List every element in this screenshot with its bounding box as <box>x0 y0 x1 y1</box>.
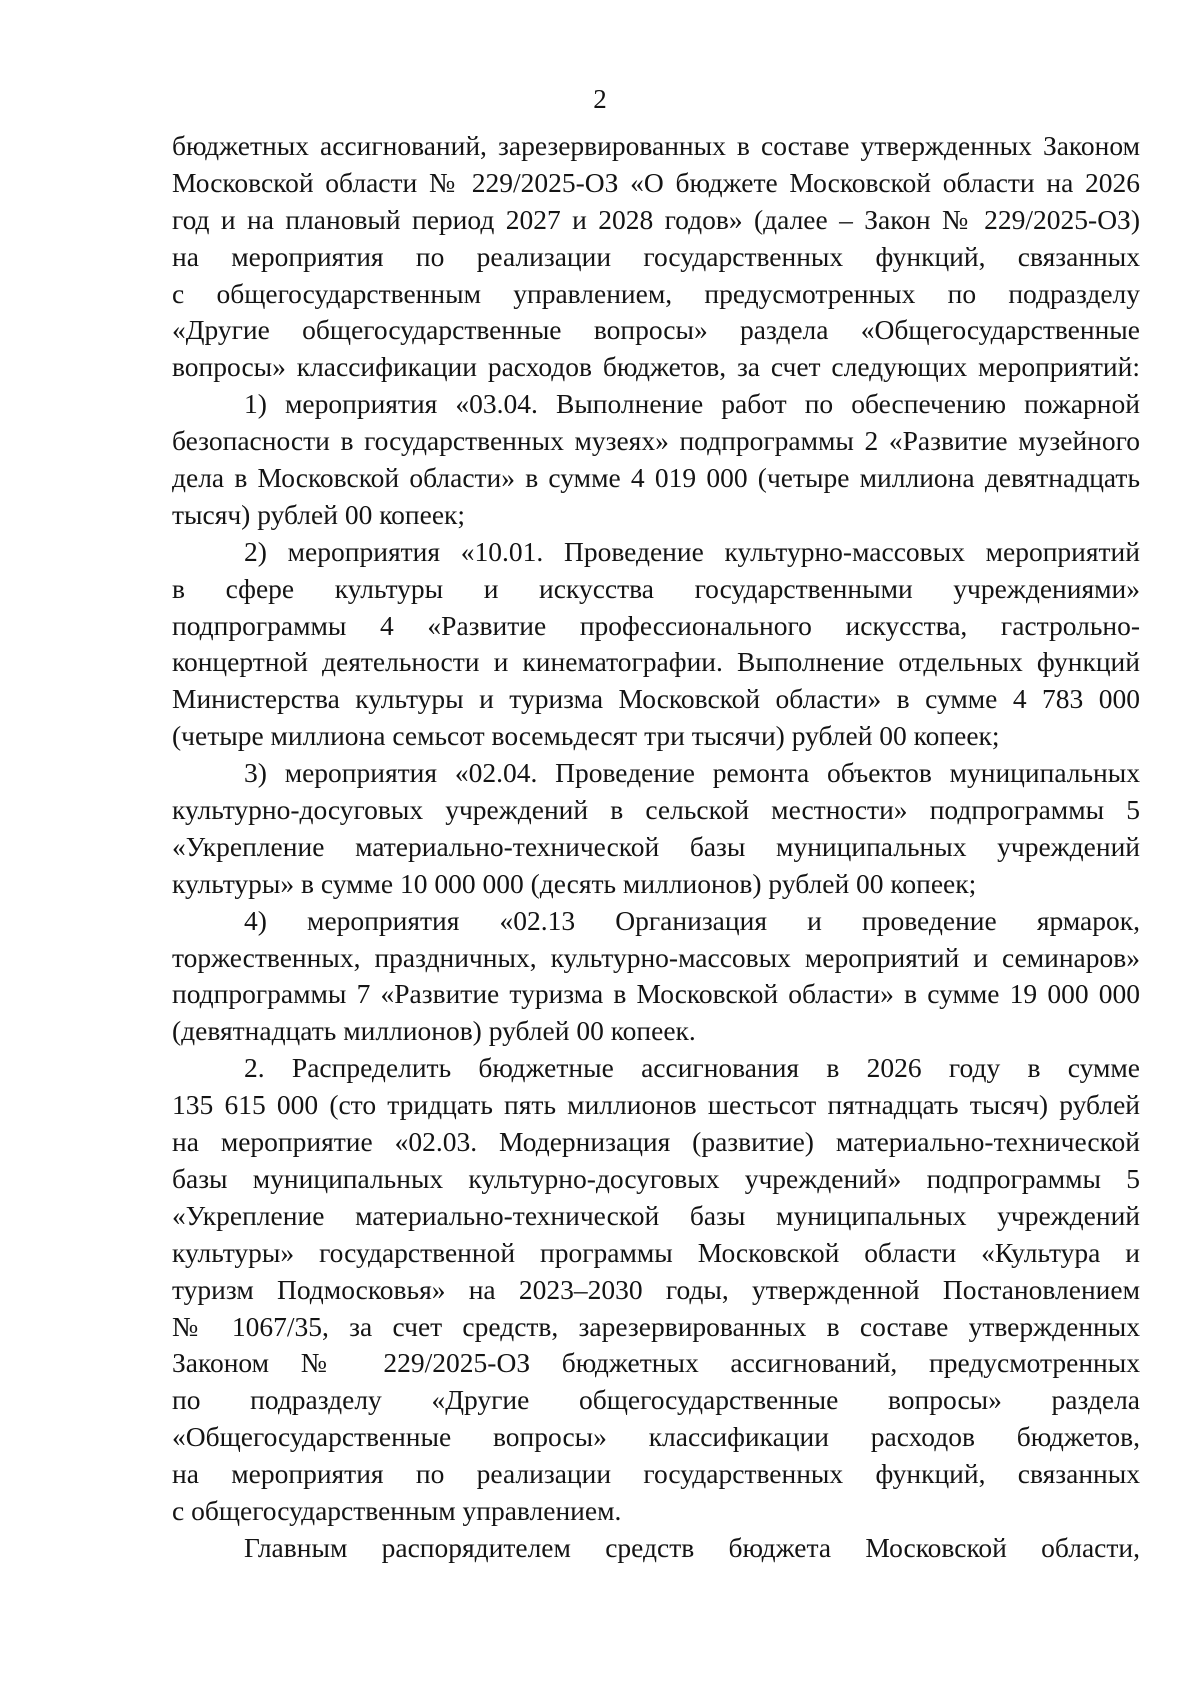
text-line: с общегосударственным управлением, предусмотренных по подразделу <box>172 277 1140 309</box>
text-line: безопасности в государственных музеях» подпрограммы 2 «Развитие музейного <box>172 425 1140 457</box>
text-line: (четыре миллиона семьсот восемьдесят три тысячи) рублей 00 копеек; <box>172 720 1000 752</box>
text-line: Законом № 229/2025-ОЗ бюджетных ассигнований, предусмотренных <box>172 1347 1140 1379</box>
page-number: 2 <box>593 84 607 114</box>
text-line: «Другие общегосударственные вопросы» раздела «Общегосударственные <box>172 314 1140 346</box>
text-line: «Общегосударственные вопросы» классификации расходов бюджетов, <box>172 1421 1140 1453</box>
text-line: подпрограммы 4 «Развитие профессионального искусства, гастрольно- <box>172 609 1140 641</box>
text-line: 2. Распределить бюджетные ассигнования в 2026 году в сумме <box>244 1052 1140 1084</box>
text-line: 2) мероприятия «10.01. Проведение культурно-массовых мероприятий <box>244 535 1140 567</box>
text-line: Министерства культуры и туризма Московской области» в сумме 4 783 000 <box>172 683 1140 715</box>
text-line: базы муниципальных культурно-досуговых учреждений» подпрограммы 5 <box>172 1162 1140 1194</box>
text-line: культуры» государственной программы Московской области «Культура и <box>172 1236 1140 1268</box>
text-line: бюджетных ассигнований, зарезервированных в составе утвержденных Законом <box>172 130 1140 161</box>
text-line: торжественных, праздничных, культурно-массовых мероприятий и семинаров» <box>172 941 1140 973</box>
text-line: подпрограммы 7 «Развитие туризма в Московской области» в сумме 19 000 000 <box>172 978 1140 1010</box>
text-line: туризм Подмосковья» на 2023–2030 годы, утвержденной Постановлением <box>172 1273 1140 1305</box>
text-line: 1) мероприятия «03.04. Выполнение работ по обеспечению пожарной <box>244 388 1140 420</box>
text-line: 135 615 000 (сто тридцать пять миллионов шестьсот пятнадцать тысяч) рублей <box>172 1089 1140 1121</box>
text-line: в сфере культуры и искусства государственными учреждениями» <box>172 572 1140 604</box>
text-line: на мероприятия по реализации государственных функций, связанных <box>172 240 1140 272</box>
text-line: Московской области № 229/2025-ОЗ «О бюджете Московской области на 2026 <box>172 166 1140 198</box>
text-line: по подразделу «Другие общегосударственные вопросы» раздела <box>172 1384 1140 1416</box>
text-line: культурно-досуговых учреждений в сельской местности» подпрограммы 5 <box>172 794 1140 826</box>
text-line: на мероприятия по реализации государственных функций, связанных <box>172 1458 1140 1490</box>
text-line: (девятнадцать миллионов) рублей 00 копеек. <box>172 1015 696 1047</box>
text-line: на мероприятие «02.03. Модернизация (развитие) материально-технической <box>172 1126 1140 1158</box>
text-line: 4) мероприятия «02.13 Организация и проведение ярмарок, <box>244 904 1140 936</box>
text-line: культуры» в сумме 10 000 000 (десять миллионов) рублей 00 копеек; <box>172 867 977 899</box>
text-line: тысяч) рублей 00 копеек; <box>172 498 466 530</box>
text-line: дела в Московской области» в сумме 4 019 000 (четыре миллиона девятнадцать <box>172 462 1140 494</box>
text-line: № 1067/35, за счет средств, зарезервированных в составе утвержденных <box>172 1310 1140 1342</box>
text-line: концертной деятельности и кинематографии. Выполнение отдельных функций <box>172 646 1140 678</box>
text-line: год и на плановый период 2027 и 2028 годов» (далее – Закон № 229/2025-ОЗ) <box>172 203 1140 235</box>
text-line: вопросы» классификации расходов бюджетов, за счет следующих мероприятий: <box>172 351 1140 383</box>
document-body <box>172 128 1140 1567</box>
text-line: Главным распорядителем средств бюджета Московской области, <box>244 1531 1140 1563</box>
text-line: с общегосударственным управлением. <box>172 1494 622 1526</box>
text-line: «Укрепление материально-технической базы муниципальных учреждений <box>172 1199 1140 1231</box>
text-line: «Укрепление материально-технической базы муниципальных учреждений <box>172 830 1140 862</box>
text-line: 3) мероприятия «02.04. Проведение ремонта объектов муниципальных <box>244 757 1140 789</box>
